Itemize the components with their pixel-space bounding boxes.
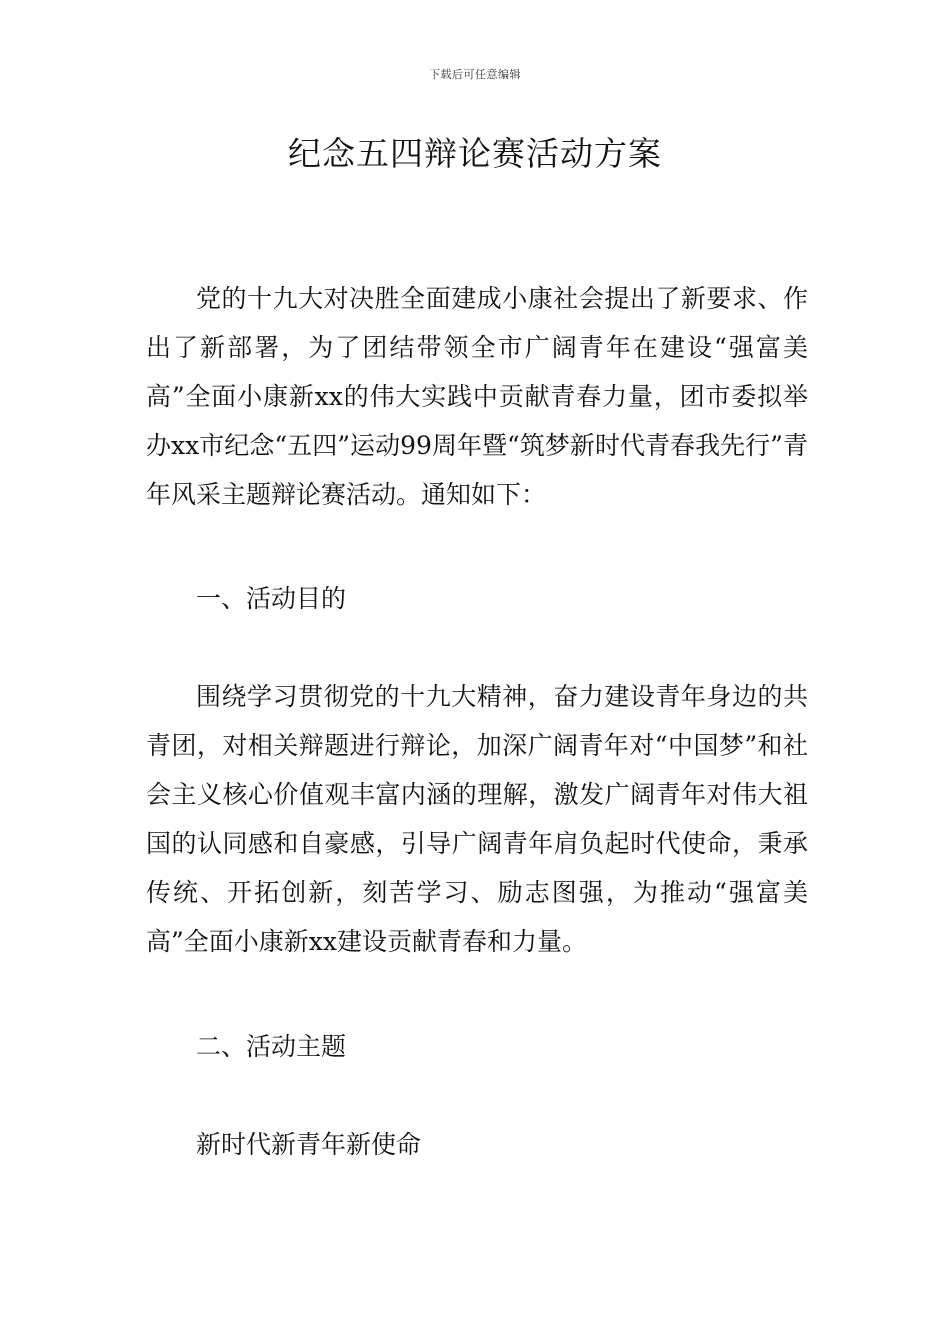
purpose-paragraph: 围绕学习贯彻党的十九大精神，奋力建设青年身边的共青团，对相关辩题进行辩论，加深广阔青年对“中国梦”和社会主义核心价值观丰富内涵的理解，激发广阔青年对伟大祖国的认同感和自豪感，引导广阔青年肩负起时代使命，秉承传统、开拓创新，刻苦学习、励志图强，为推动“强富美高”全面小康新xx建设贡献青春和力量。 (146, 682, 808, 956)
intro-paragraph: 党的十九大对决胜全面建成小康社会提出了新要求、作出了新部署，为了团结带领全市广阔青年在建设“强富美高”全面小康新xx的伟大实践中贡献青春力量，团市委拟举办xx市纪念“五四”运动99周年暨“筑梦新时代青春我先行”青年风采主题辩论赛活动。通知如下： (146, 284, 808, 509)
header-note: 下载后可任意编辑 (429, 68, 521, 81)
section-heading-theme: 二、活动主题 (196, 1032, 347, 1061)
document-title: 纪念五四辩论赛活动方案 (288, 134, 662, 173)
section-heading-purpose: 一、活动目的 (196, 584, 347, 613)
theme-paragraph: 新时代新青年新使命 (196, 1130, 422, 1159)
